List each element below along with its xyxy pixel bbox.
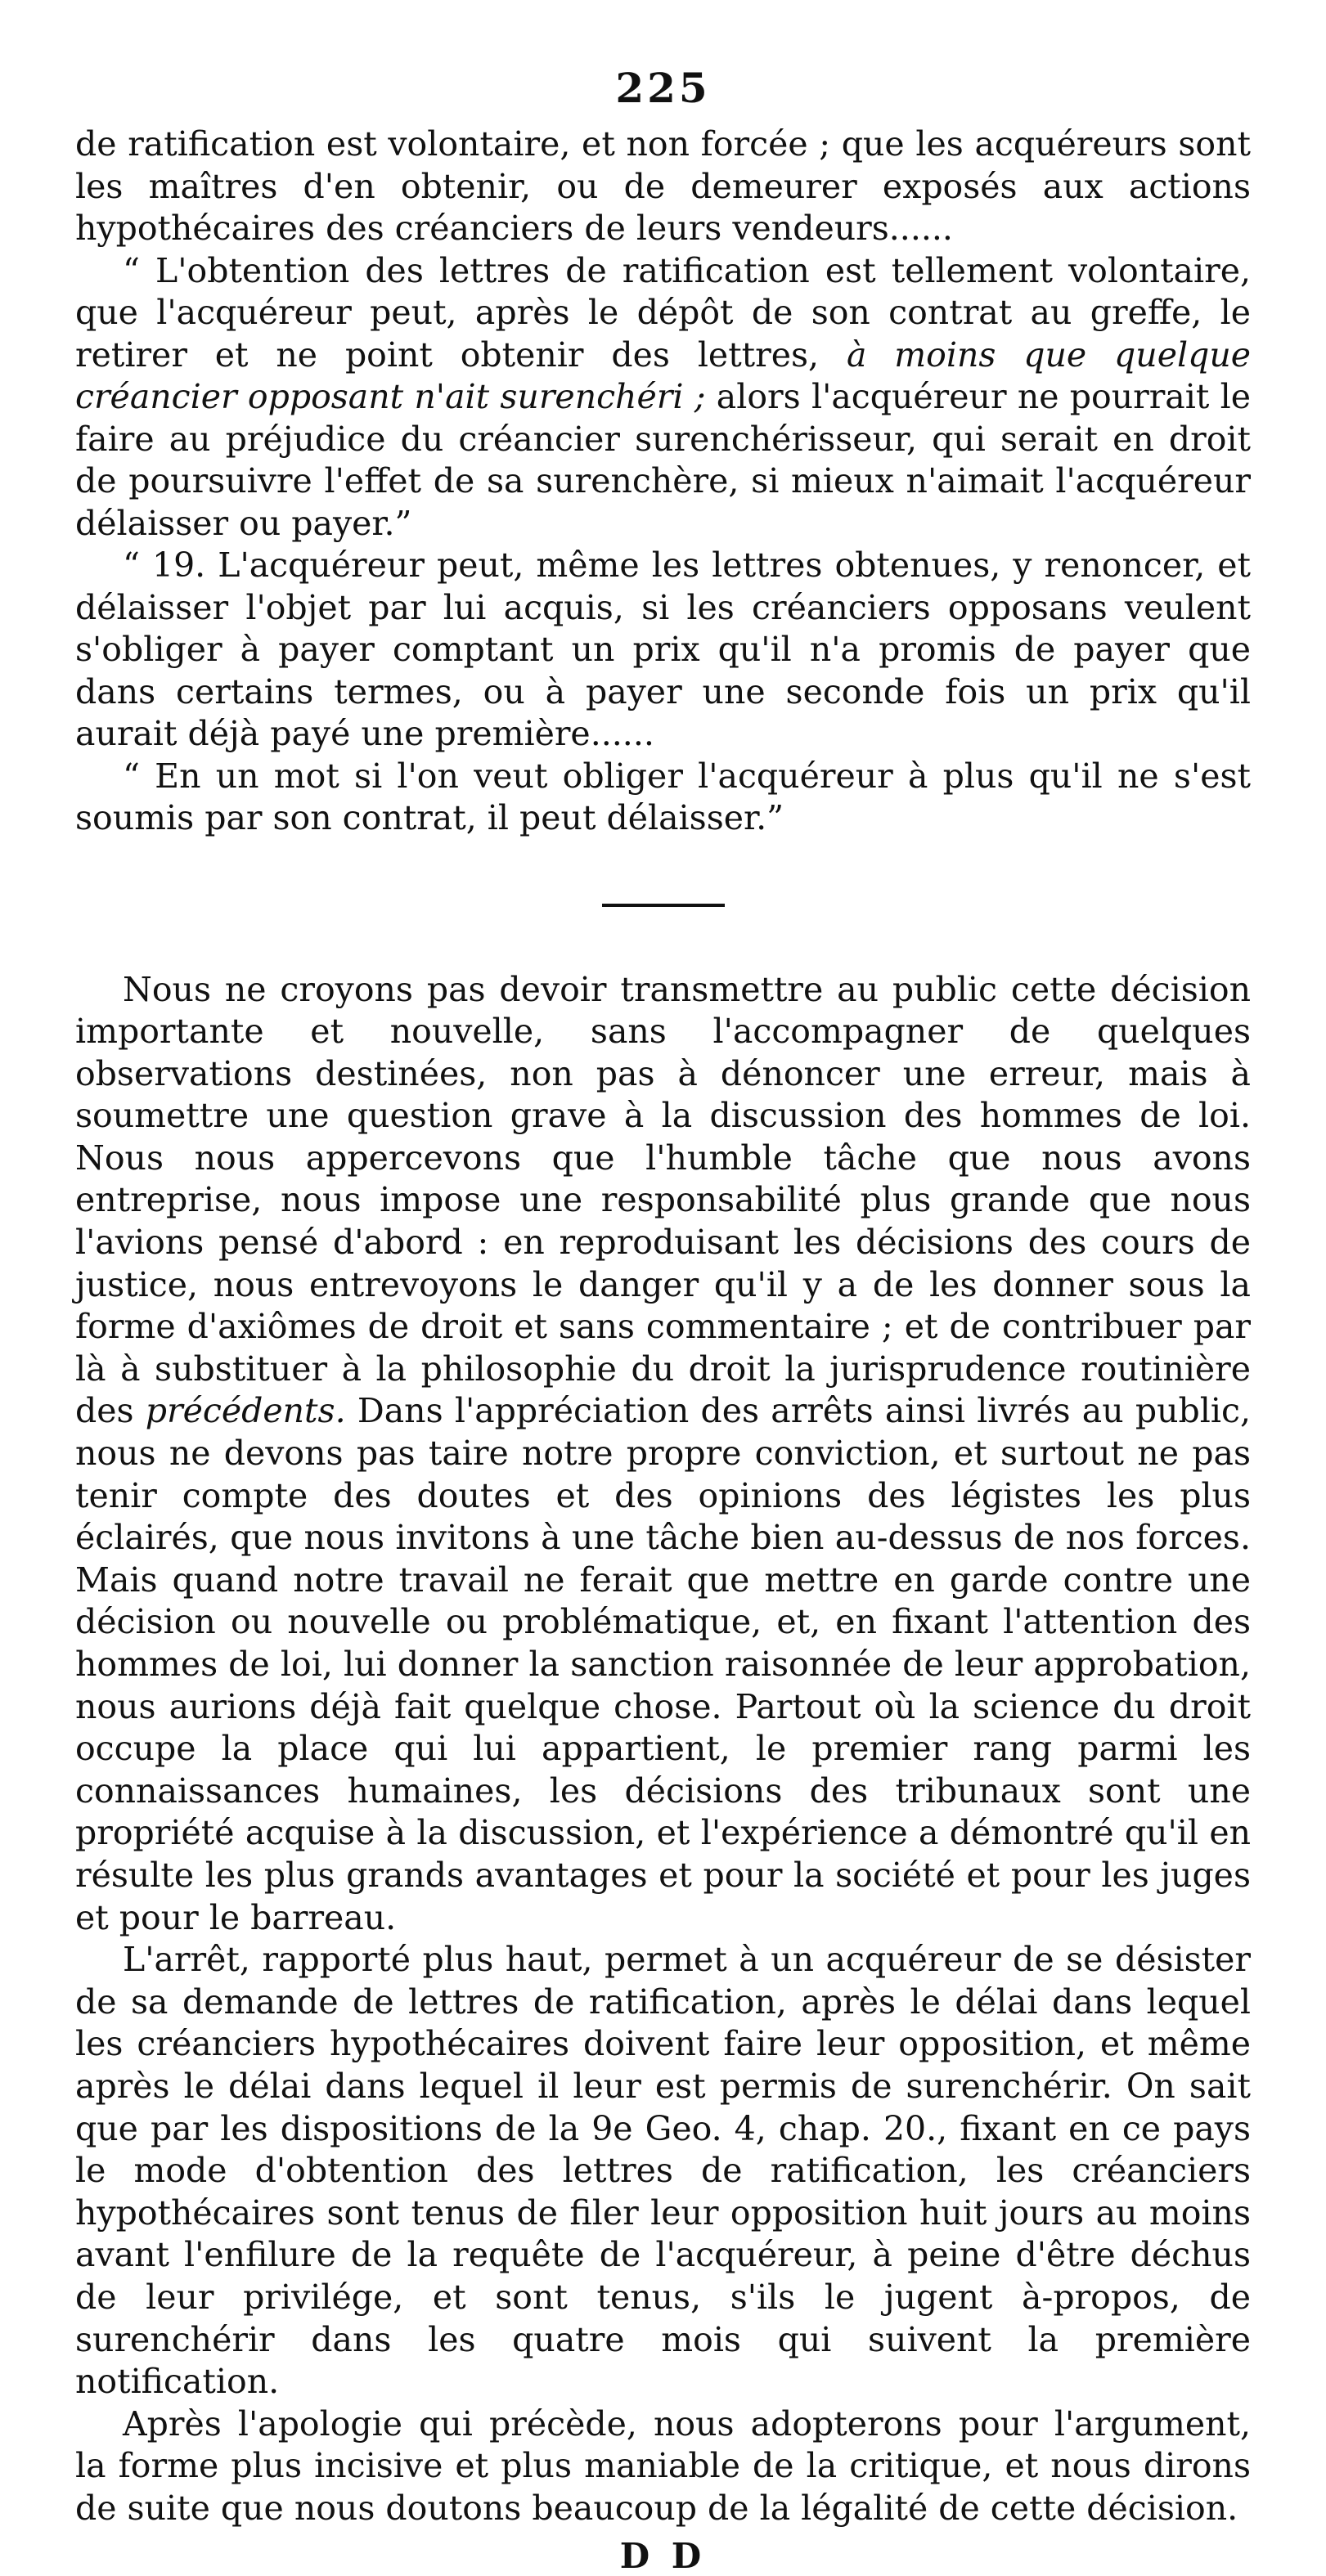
quote-paragraph-3: “ 19. L'acquéreur peut, même les lettres obtenues, y renoncer, et délaisser l'objet par lui acquis, si les créanciers opposans veulent s'obliger à payer comptant un prix qu'il n'a promis de payer que dans certains termes, ou à payer une seconde fois un prix qu'il aurait déjà payé une première......	[75, 545, 1251, 753]
commentary	[75, 969, 1251, 2530]
quote-p2-text-start: “ L'obtention des lettres de ratification est tellement volontaire, que l'acquéreur peut, après le dépôt de son contrat au greffe, le retirer et ne point obtenir des lettres,	[75, 250, 1251, 375]
section-divider	[602, 904, 725, 907]
quote-paragraph-2	[75, 250, 1251, 545]
quote-p2-text-end: alors l'acquéreur ne pourrait le faire au préjudice du créancier surenchérisseur, qui serait en droit de poursuivre l'effet de sa surenchère, si mieux n'aimait l'acquéreur délaisser ou payer.”	[75, 377, 1251, 543]
signature-mark: D D	[619, 2536, 707, 2576]
page-number: 225	[615, 64, 711, 112]
commentary-p1-italic: précédents.	[145, 1391, 346, 1431]
quote-p2-italic: à moins que quelque créancier opposant n'ait surenchéri ;	[75, 334, 1251, 416]
commentary-p1-text-end: Dans l'appréciation des arrêts ainsi livrés au public, nous ne devons pas taire notre propre conviction, et surtout ne pas tenir compte des doutes et des opinions des légistes les plus éclairés, que nous invitons à une tâche bien au-dessus de nos forces. Mais quand notre travail ne ferait que mettre en garde contre une décision ou nouvelle ou problématique, et, en fixant l'attention des hommes de loi, lui donner la sanction raisonnée de leur approbation, nous aurions déjà fait quelque chose. Partout où la science du droit occupe la place qui lui appartient, le premier rang parmi les connaissances humaines, les décisions des tribunaux sont une propriété acquise à la discussion, et l'expérience a démontré qu'il en résulte les plus grands avantages et pour la société et pour les juges et pour le barreau.	[75, 1391, 1251, 1937]
commentary-paragraph-2: L'arrêt, rapporté plus haut, permet à un acquéreur de se désister de sa demande de lettres de ratification, après le délai dans lequel les créanciers hypothécaires doivent faire leur opposition, et même après le délai dans lequel il leur est permis de surenchérir. On sait que par les dispositions de la 9e Geo. 4, chap. 20., fixant en ce pays le mode d'obtention des lettres de ratification, les créanciers hypothécaires sont tenus de filer leur opposition huit jours au moins avant l'enfilure de la requête de l'acquéreur, à peine d'être déchus de leur privilége, et sont tenus, s'ils le jugent à-propos, de surenchérir dans les quatre mois qui suivent la première notification.	[75, 1940, 1251, 2402]
commentary-p1-text-start: Nous ne croyons pas devoir transmettre au public cette décision importante et nouvelle, sans l'accompagner de quelques observations destinées, non pas à dénoncer une erreur, mais à soumettre une question grave à la discussion des hommes de loi. Nous nous appercevons que l'humble tâche que nous avons entreprise, nous impose une responsabilité plus grande que nous l'avions pensé d'abord : en reproduisant les décisions des cours de justice, nous entrevoyons le danger qu'il y a de les donner sous la forme d'axiômes de droit et sans commentaire ; et de contribuer par là à substituer à la philosophie du droit la jurisprudence routinière des	[75, 969, 1251, 1431]
quote-paragraph-1: de ratification est volontaire, et non forcée ; que les acquéreurs sont les maîtres d'en obtenir, ou de demeurer exposés aux actions hypothécaires des créanciers de leurs vendeurs......	[75, 124, 1251, 248]
quote-paragraph-4: “ En un mot si l'on veut obliger l'acquéreur à plus qu'il ne s'est soumis par son contrat, il peut délaisser.”	[75, 756, 1251, 837]
commentary-paragraph-3: Après l'apologie qui précède, nous adopterons pour l'argument, la forme plus incisive et plus maniable de la critique, et nous dirons de suite que nous doutons beaucoup de la légalité de cette décision.	[75, 2403, 1251, 2528]
quoted-judgment	[75, 123, 1251, 840]
commentary-paragraph-1	[75, 969, 1251, 1940]
